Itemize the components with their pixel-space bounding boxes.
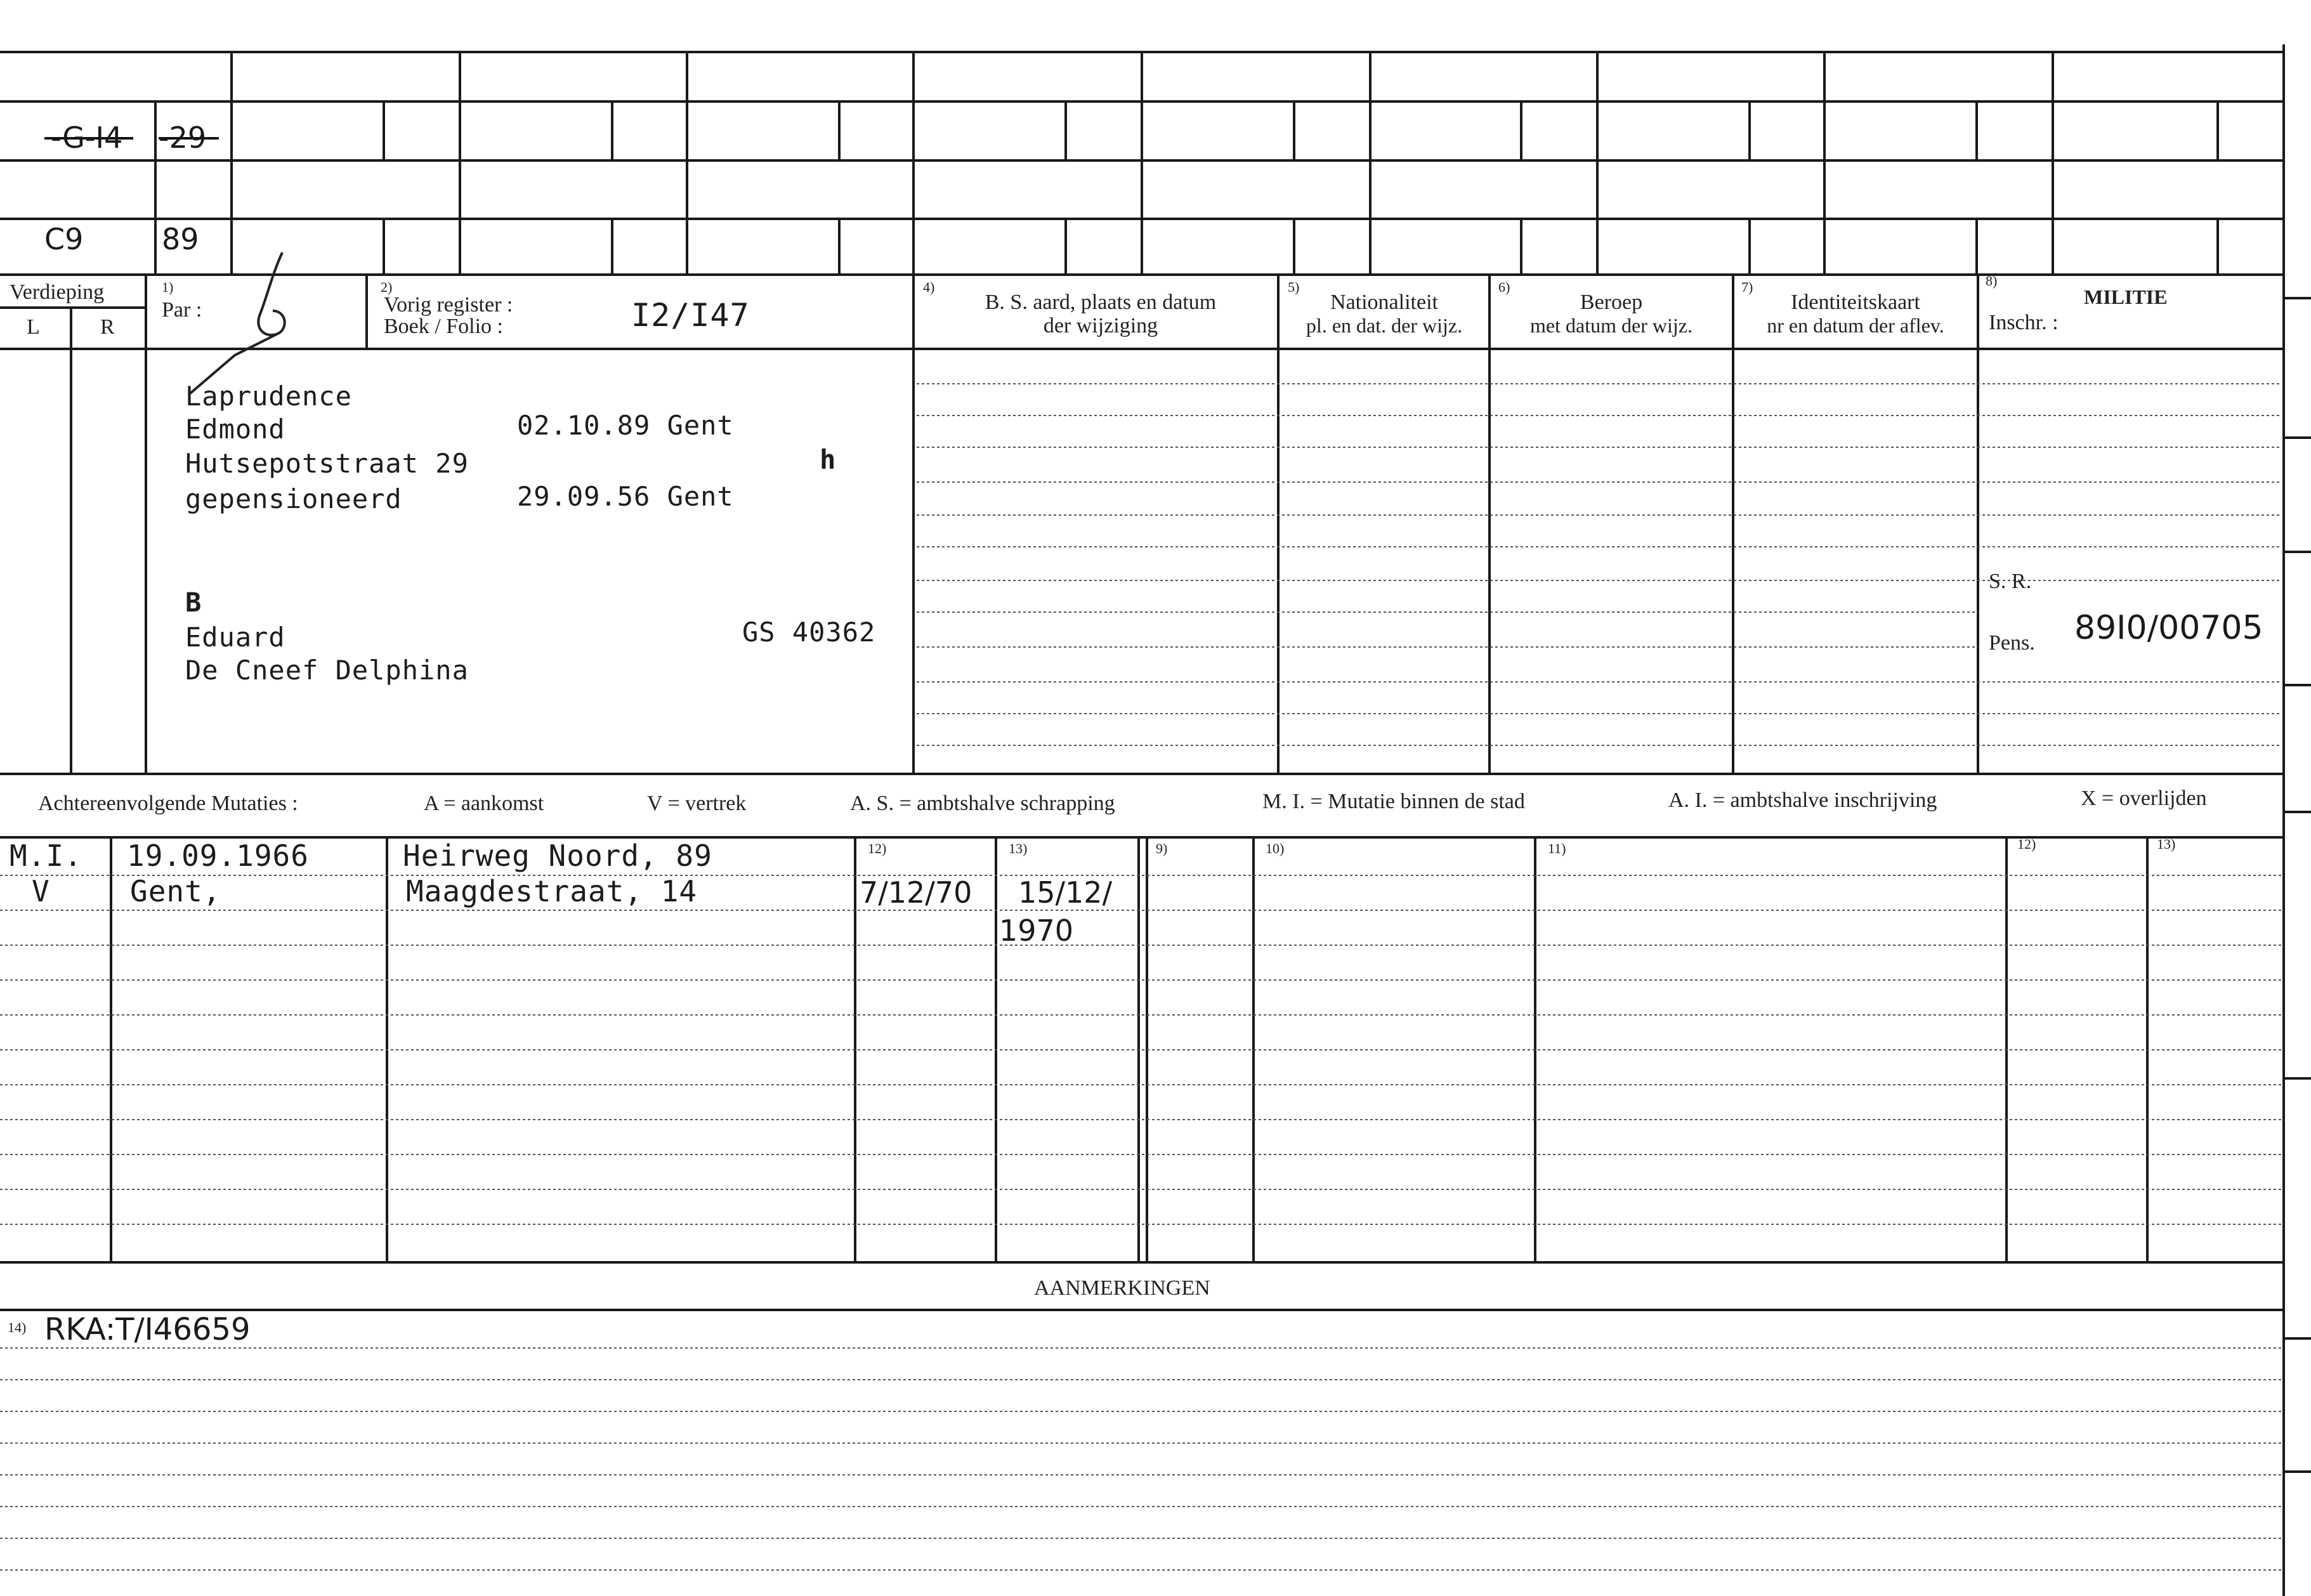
mut-col-9: 9): [1156, 841, 1168, 856]
mutatie-date: Gent,: [130, 874, 221, 908]
surname: Laprudence: [185, 381, 352, 412]
nationaliteit-subheader: pl. en dat. der wijz.: [1306, 314, 1463, 337]
address: Hutsepotstraat 29: [185, 448, 469, 479]
legend-x: X = overlijden: [2081, 787, 2207, 810]
sr-label: S. R.: [1989, 570, 2032, 593]
bs-header-line2: der wijziging: [1043, 314, 1158, 337]
col-14-number: 14): [8, 1319, 27, 1335]
beroep-header: Beroep: [1580, 291, 1643, 314]
inschr-label: Inschr. :: [1989, 311, 2059, 334]
beroep-subheader: met datum der wijz.: [1530, 314, 1692, 337]
pens-label: Pens.: [1989, 631, 2035, 655]
current-code: C9: [44, 222, 84, 256]
mother-name: De Cneef Delphina: [185, 655, 469, 686]
old-code: -G-I4: [51, 121, 123, 155]
identiteitskaart-subheader: nr en datum der aflev.: [1767, 314, 1944, 337]
legend-mi: M. I. = Mutatie binnen de stad: [1262, 790, 1525, 813]
mutatie-date-13: 15/12/: [1018, 875, 1113, 910]
mut-col-13a: 13): [1009, 841, 1028, 856]
col-7-number: 7): [1741, 279, 1753, 295]
mutatie-date: 19.09.1966: [127, 839, 309, 873]
first-name: Edmond: [185, 414, 285, 445]
aanmerking-text: RKA:T/I46659: [44, 1312, 251, 1347]
second-date-place: 29.09.56 Gent: [517, 481, 734, 512]
col-4-number: 4): [923, 279, 935, 295]
mutatie-type: V: [32, 874, 50, 908]
sex: h: [820, 444, 837, 475]
militie-header: MILITIE: [2084, 285, 2168, 308]
mut-col-13b: 13): [2157, 836, 2176, 852]
boek-folio-label: Boek / Folio :: [384, 315, 503, 338]
occupation: gepensioneerd: [185, 483, 402, 514]
mut-col-10: 10): [1266, 841, 1285, 856]
vorig-register-label: Vorig register :: [384, 293, 513, 317]
old-number: -29: [159, 121, 207, 155]
gs-number: GS 40362: [742, 617, 876, 648]
mut-col-11: 11): [1548, 841, 1566, 856]
legend-as: A. S. = ambtshalve schrapping: [850, 792, 1115, 815]
col-8-number: 8): [1986, 273, 1998, 289]
col-2-number: 2): [381, 279, 393, 295]
mut-col-12a: 12): [868, 841, 887, 856]
current-number: 89: [162, 222, 199, 256]
birth-date-place: 02.10.89 Gent: [517, 410, 734, 441]
pension-number: 89I0/00705: [2074, 609, 2263, 647]
mutatie-date-12: 7/12/70: [860, 875, 972, 910]
col-6-number: 6): [1498, 279, 1510, 295]
marker: B: [185, 587, 202, 618]
verdieping-label: Verdieping: [10, 280, 105, 304]
mut-col-12b: 12): [2017, 836, 2036, 852]
mutatie-address: Heirweg Noord, 89: [403, 839, 712, 873]
legend-a: A = aankomst: [424, 792, 544, 815]
col-5-number: 5): [1288, 279, 1300, 295]
aanmerkingen-title: AANMERKINGEN: [1034, 1276, 1210, 1300]
legend-ai: A. I. = ambtshalve inschrijving: [1668, 788, 1937, 812]
l-label: L: [27, 315, 40, 339]
mutaties-title: Achtereenvolgende Mutaties :: [38, 792, 298, 815]
bs-header-line1: B. S. aard, plaats en datum: [985, 291, 1217, 314]
par-label: Par :: [162, 298, 202, 322]
legend-v: V = vertrek: [647, 792, 747, 815]
mutatie-address: Maagdestraat, 14: [406, 874, 698, 908]
mutatie-type: M.I.: [10, 839, 82, 873]
col-1-number: 1): [162, 279, 174, 295]
father-name: Eduard: [185, 622, 285, 653]
r-label: R: [100, 315, 115, 339]
mutatie-year-13: 1970: [999, 913, 1074, 948]
identiteitskaart-header: Identiteitskaart: [1791, 291, 1920, 314]
nationaliteit-header: Nationaliteit: [1330, 291, 1438, 314]
vorig-register-value: I2/I47: [631, 297, 750, 334]
